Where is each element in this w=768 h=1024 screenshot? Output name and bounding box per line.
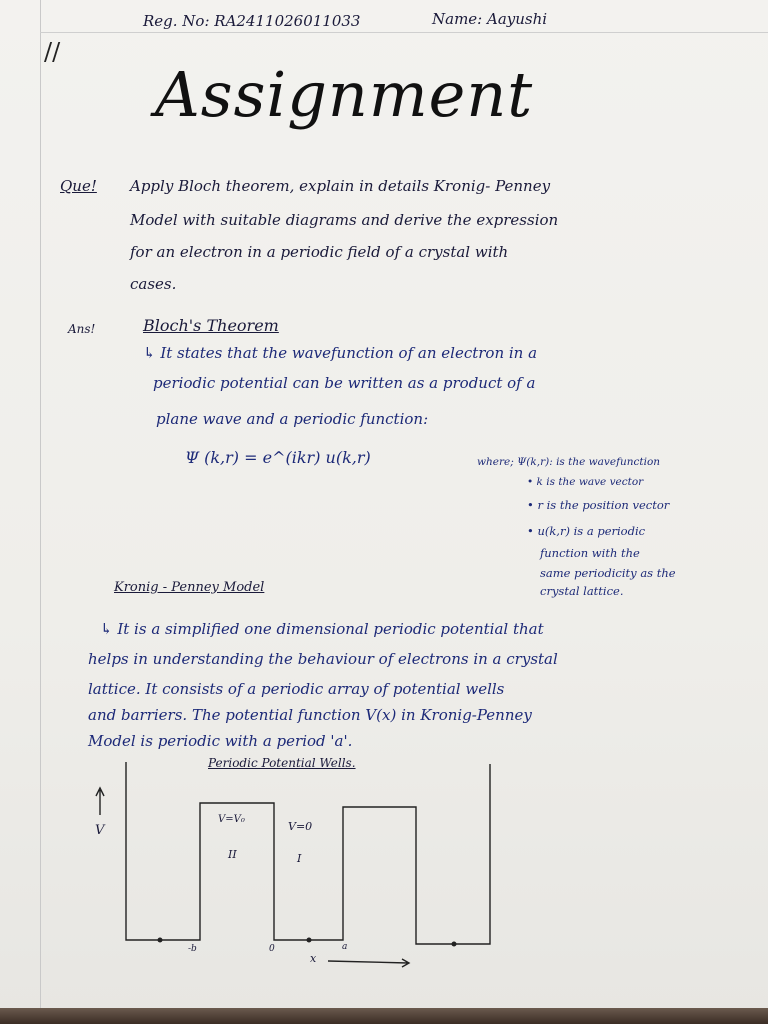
kronig-line: ↳ It is a simplified one dimensional periodic potential that [100, 620, 544, 638]
kronig-line: and barriers. The potential function V(x) in Kronig-Penney [88, 706, 532, 724]
page-title: Assignment [155, 58, 534, 131]
kronig-line: Model is periodic with a period 'a'. [88, 732, 353, 750]
v-axis-label: V [95, 823, 105, 838]
origin-dot [452, 942, 457, 947]
origin-dot [158, 938, 163, 943]
answer-label: Ans! [68, 322, 96, 336]
potential-profile [126, 762, 490, 944]
x-axis-arrow [328, 959, 409, 967]
bloch-equation: Ψ (k,r) = e^(ikr) u(k,r) [185, 448, 371, 467]
question-line: Apply Bloch theorem, explain in details Kronig- Penney [130, 177, 551, 195]
question-line: cases. [130, 275, 177, 293]
region-well-label: I [297, 852, 302, 865]
region-barrier-label: II [228, 848, 237, 861]
bloch-heading: Bloch's Theorem [143, 316, 279, 335]
where-note: • k is the wave vector [527, 476, 644, 488]
x-axis-label: x [310, 952, 317, 965]
reg-number: Reg. No: RA2411026011033 [143, 12, 361, 30]
kronig-line: helps in understanding the behaviour of electrons in a crystal [88, 650, 558, 668]
origin-dot [307, 938, 312, 943]
v-axis-arrow [96, 788, 104, 815]
where-note: • u(k,r) is a periodic [527, 524, 646, 538]
diagram-title: Periodic Potential Wells. [208, 756, 356, 770]
where-note: crystal lattice. [540, 584, 624, 598]
bloch-line: periodic potential can be written as a product of a [153, 374, 536, 392]
where-note: same periodicity as the [540, 566, 676, 580]
where-note: • r is the position vector [527, 498, 670, 512]
bloch-line: plane wave and a periodic function: [156, 410, 429, 428]
tick-minus-b: -b [188, 944, 197, 954]
where-note: where; Ψ(k,r): is the wavefunction [477, 456, 661, 468]
barrier-potential-label: V=V₀ [218, 814, 245, 825]
tick-a: a [342, 942, 348, 952]
slash-mark: // [44, 38, 61, 66]
bloch-line: ↳ It states that the wavefunction of an electron in a [143, 344, 538, 362]
student-name: Name: Aayushi [432, 10, 548, 28]
question-line: Model with suitable diagrams and derive the expression [130, 211, 559, 229]
where-note: function with the [540, 546, 640, 560]
tick-zero: 0 [269, 944, 275, 954]
question-label: Que! [60, 177, 97, 195]
kronig-heading: Kronig - Penney Model [114, 580, 265, 595]
desk-edge [0, 1008, 768, 1024]
question-line: for an electron in a periodic field of a crystal with [130, 243, 509, 261]
well-potential-label: V=0 [288, 820, 313, 833]
kronig-line: lattice. It consists of a periodic array of potential wells [88, 680, 505, 698]
